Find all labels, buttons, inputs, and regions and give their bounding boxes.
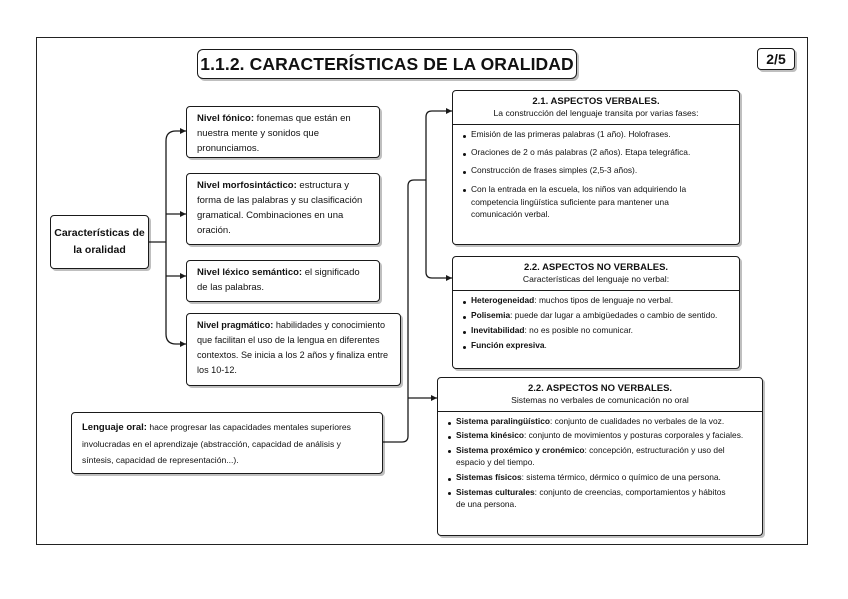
level-term: Nivel pragmático: [197, 320, 274, 330]
list-item: Oraciones de 2 o más palabras (2 años). Etapa telegráfica. [463, 147, 731, 157]
level-term: Nivel léxico semántico: [197, 267, 303, 278]
item-desc: : muchos tipos de lenguaje no verbal. [534, 295, 674, 305]
panel-header [453, 91, 739, 125]
panel-title: 2.1. ASPECTOS VERBALES. [532, 96, 660, 107]
item-term: Polisemia [471, 310, 511, 320]
list-item: Emisión de las primeras palabras (1 año). Holofrases. [463, 129, 731, 139]
item-desc: : conjunto de movimientos y posturas corporales y faciales. [523, 430, 744, 440]
item-desc: . [544, 340, 547, 350]
panel-subtitle: Características del lenguaje no verbal: [522, 274, 670, 284]
list-item [448, 430, 754, 440]
item-term: Sistema kinésico [456, 430, 524, 440]
item-desc: : conjunto de cualidades no verbales de la voz. [550, 416, 725, 426]
list-item [463, 310, 731, 320]
level-term: Nivel fónico: [197, 113, 255, 124]
item-term: Heterogeneidad [471, 295, 535, 305]
item-desc: : concepción, estructuración y uso del espacio y del tiempo. [456, 445, 725, 467]
nonverbal-characteristics-panel [452, 256, 740, 369]
systems-list [438, 412, 762, 512]
item-term: Sistemas culturales [456, 487, 535, 497]
list-item [463, 340, 731, 350]
list-item [448, 444, 754, 468]
item-term: Función expresiva [471, 340, 545, 350]
panel-header [438, 378, 762, 412]
panel-subtitle: La construcción del lenguaje transita por varias fases: [493, 108, 699, 118]
item-term: Sistema paralingüístico [456, 416, 551, 426]
level-box-phonic [186, 106, 380, 158]
list-item [463, 295, 731, 305]
oral-term: Lenguaje oral: [82, 422, 147, 433]
list-item [448, 486, 754, 510]
item-desc: : conjunto de creencias, comportamientos y hábitos de una persona. [456, 487, 726, 509]
nonverbal-list [453, 291, 739, 352]
page-indicator: 2/5 [757, 48, 795, 70]
verbal-list [453, 125, 739, 223]
panel-title: 2.2. ASPECTOS NO VERBALES. [523, 262, 669, 273]
item-desc: : sistema térmico, dérmico o químico de una persona. [521, 472, 721, 482]
list-item [463, 325, 731, 335]
level-desc: estructura y forma de las palabras y su clasificación gramatical. Combinaciones en una oración. [197, 180, 363, 236]
item-desc: : no es posible no comunicar. [524, 325, 634, 335]
level-term: Nivel morfosintáctico: [197, 180, 297, 191]
item-term: Inevitabilidad [471, 325, 525, 335]
level-desc: el significado de las palabras. [197, 267, 360, 293]
list-item: Con la entrada en la escuela, los niños van adquiriendo la competencia lingüística suficiente para mantener una comunicación verbal. [463, 183, 731, 221]
root-node: Características de la oralidad [50, 215, 149, 269]
verbal-aspects-panel [452, 90, 740, 245]
list-item [448, 416, 754, 426]
list-item: Construcción de frases simples (2,5-3 años). [463, 165, 731, 175]
level-box-pragmatic [186, 313, 401, 386]
item-term: Sistema proxémico y cronémico [456, 445, 585, 455]
oral-language-box [71, 412, 383, 474]
panel-title: 2.2. ASPECTOS NO VERBALES. [527, 383, 673, 394]
level-box-lexical-semantic [186, 260, 380, 302]
level-desc: fonemas que están en nuestra mente y sonidos que pronunciamos. [197, 113, 351, 154]
item-term: Sistemas físicos [456, 472, 522, 482]
page-title: 1.1.2. CARACTERÍSTICAS DE LA ORALIDAD [197, 49, 577, 79]
nonverbal-systems-panel [437, 377, 763, 536]
level-desc: habilidades y conocimiento que facilitan el uso de la lengua en diferentes contextos. Se inicia a los 2 años y finaliza entre los 10-12. [197, 320, 389, 375]
item-desc: : puede dar lugar a ambigüedades o cambio de sentido. [510, 310, 718, 320]
panel-subtitle: Sistemas no verbales de comunicación no oral [511, 395, 689, 405]
level-box-morphosyntactic [186, 173, 380, 245]
panel-header [453, 257, 739, 291]
list-item [448, 472, 754, 482]
oral-desc: hace progresar las capacidades mentales superiores involucradas en el aprendizaje (abstracción, capacidad de análisis y síntesis, capacidad de representación...). [82, 422, 351, 465]
